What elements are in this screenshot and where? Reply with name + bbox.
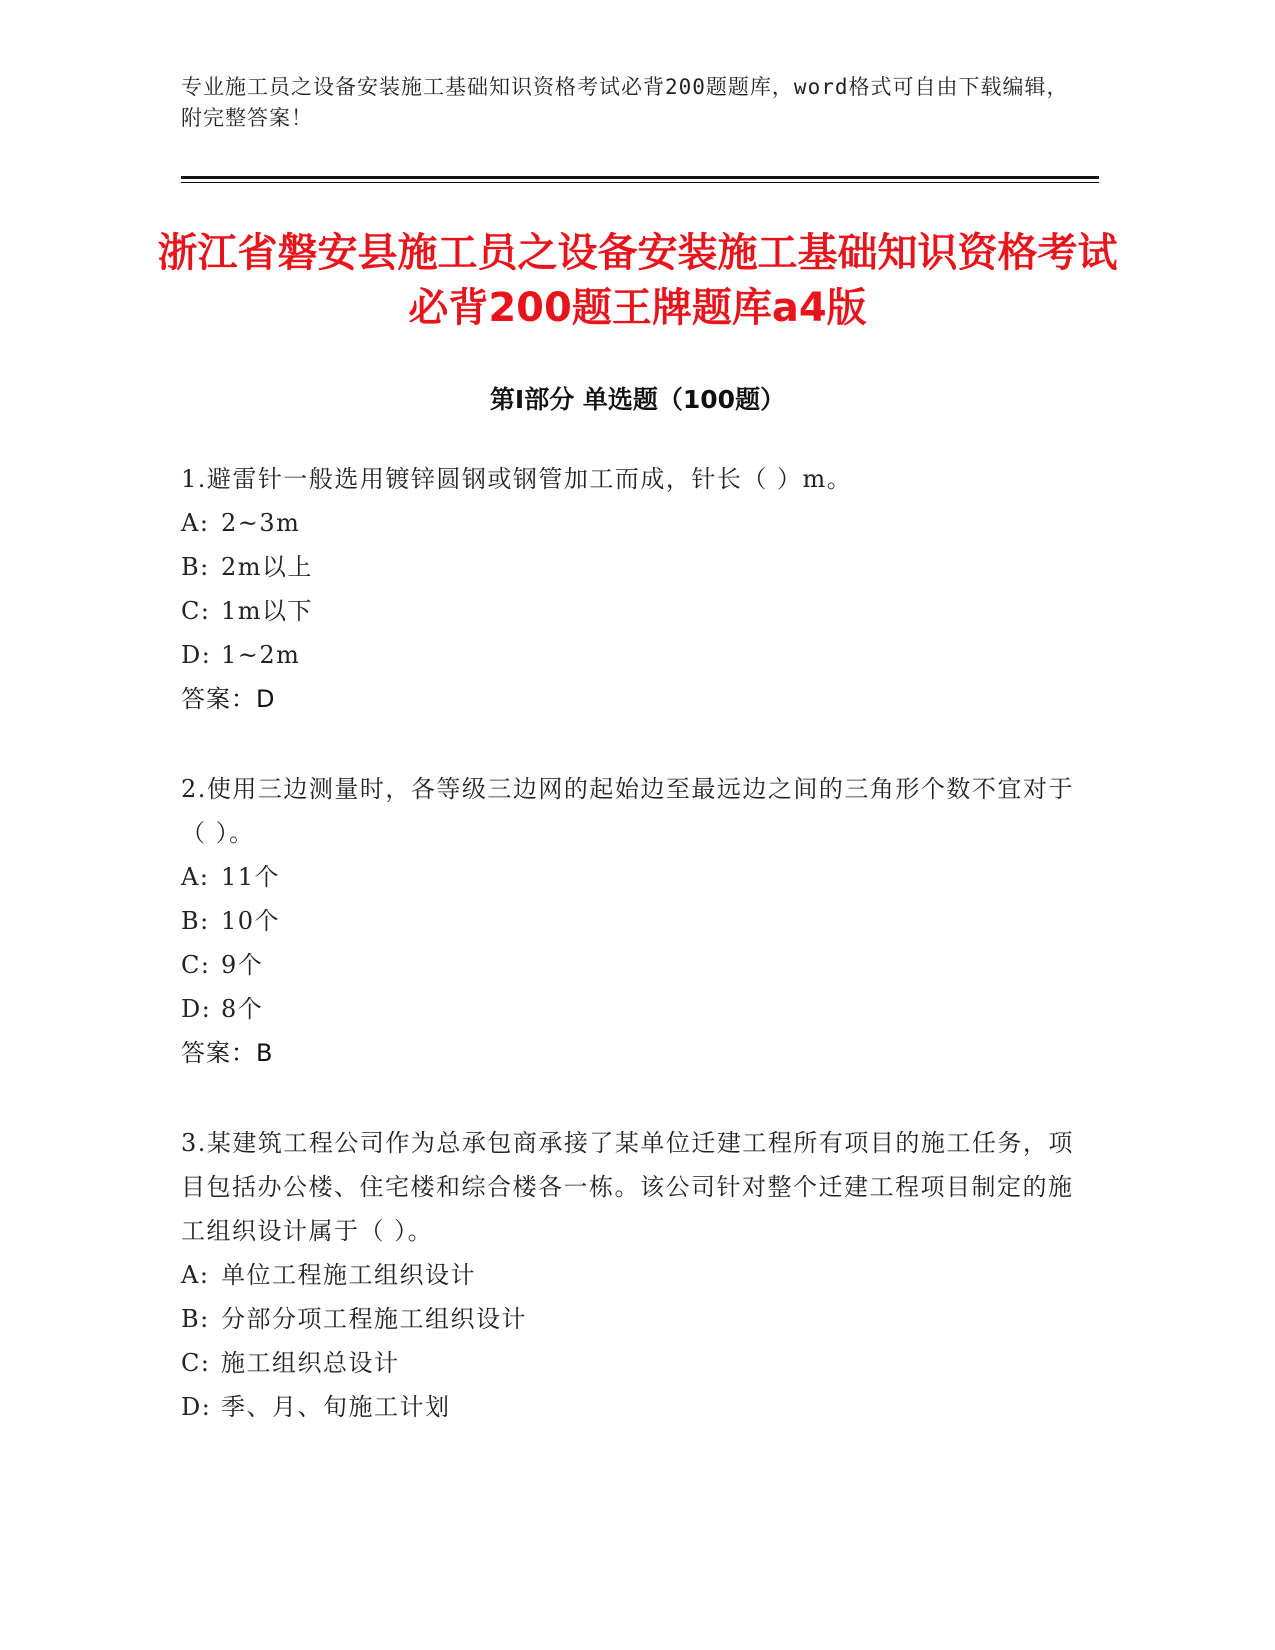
option-letter: C: [181, 951, 211, 979]
option-c [181, 1341, 1081, 1385]
option-c [181, 943, 1081, 987]
option-text: 8个 [221, 995, 264, 1023]
option-c [181, 589, 1081, 633]
question-list [181, 457, 1081, 1475]
question-stem: 2.使用三边测量时，各等级三边网的起始边至最远边之间的三角形个数不宜对于（ ）。 [181, 775, 1074, 847]
option-text: 10个 [221, 907, 281, 935]
document-title: 浙江省磐安县施工员之设备安装施工基础知识资格考试必背200题王牌题库a4版 [157, 230, 1118, 331]
option-text: 1~2m [221, 641, 301, 669]
option-text: 1m以下 [221, 597, 314, 625]
option-d [181, 987, 1081, 1031]
question-stem: 1.避雷针一般选用镀锌圆钢或钢管加工而成，针长（ ）m。 [181, 465, 853, 493]
answer-line: 答案：D [181, 685, 276, 713]
option-letter: A: [181, 863, 210, 891]
header-rule-thin [181, 182, 1099, 183]
option-d [181, 633, 1081, 677]
option-text: 2m以上 [221, 553, 314, 581]
option-a [181, 1253, 1081, 1297]
option-b [181, 545, 1081, 589]
header-note: 专业施工员之设备安装施工基础知识资格考试必背200题题库，word格式可自由下载编辑，附完整答案！ [181, 75, 1069, 130]
option-b [181, 899, 1081, 943]
question-2 [181, 767, 1081, 1075]
option-text: 单位工程施工组织设计 [221, 1261, 476, 1289]
option-text: 11个 [221, 863, 281, 891]
header-rule-thick [181, 176, 1099, 179]
option-text: 2~3m [221, 509, 301, 537]
option-a [181, 501, 1081, 545]
option-letter: A: [181, 1261, 210, 1289]
option-letter: C: [181, 597, 211, 625]
option-text: 9个 [221, 951, 264, 979]
answer-line: 答案：B [181, 1039, 274, 1067]
option-text: 季、月、旬施工计划 [221, 1393, 451, 1421]
option-letter: B: [181, 907, 210, 935]
option-letter: B: [181, 1305, 210, 1333]
option-a [181, 855, 1081, 899]
question-1 [181, 457, 1081, 721]
option-letter: D: [181, 1393, 212, 1421]
option-letter: C: [181, 1349, 211, 1377]
section-title: 第I部分 单选题（100题） [489, 385, 786, 414]
option-letter: D: [181, 641, 212, 669]
question-stem: 3.某建筑工程公司作为总承包商承接了某单位迁建工程所有项目的施工任务，项目包括办公楼、住宅楼和综合楼各一栋。该公司针对整个迁建工程项目制定的施工组织设计属于（ ）。 [181, 1129, 1074, 1245]
option-d [181, 1385, 1081, 1429]
option-text: 施工组织总设计 [221, 1349, 400, 1377]
option-text: 分部分项工程施工组织设计 [221, 1305, 527, 1333]
option-letter: B: [181, 553, 210, 581]
question-3 [181, 1121, 1081, 1429]
option-b [181, 1297, 1081, 1341]
option-letter: D: [181, 995, 212, 1023]
option-letter: A: [181, 509, 210, 537]
